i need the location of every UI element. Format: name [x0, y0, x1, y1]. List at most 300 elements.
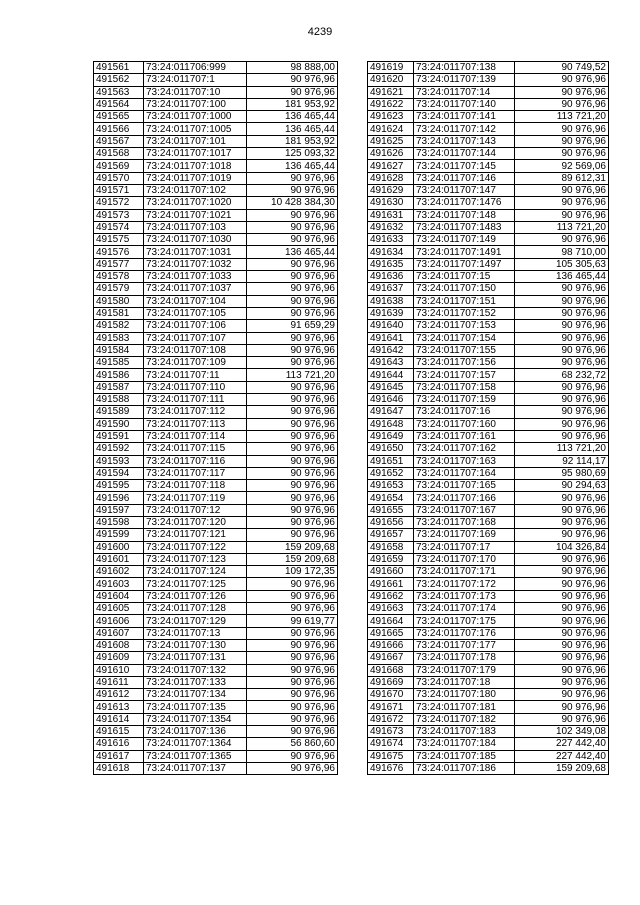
row-number-cell: 491583 [94, 332, 144, 344]
value-cell: 98 710,00 [515, 246, 609, 258]
cadastral-number-cell: 73:24:011707:166 [414, 492, 515, 504]
value-cell: 159 209,68 [247, 541, 338, 553]
cadastral-number-cell: 73:24:011707:156 [414, 357, 515, 369]
cadastral-number-cell: 73:24:011707:1354 [144, 713, 247, 725]
row-number-cell: 491606 [94, 615, 144, 627]
row-number-cell: 491631 [368, 209, 414, 221]
row-number-cell: 491634 [368, 246, 414, 258]
value-cell: 90 976,96 [515, 135, 609, 147]
value-cell: 227 442,40 [515, 750, 609, 762]
row-number-cell: 491596 [94, 492, 144, 504]
row-number-cell: 491612 [94, 689, 144, 701]
cadastral-number-cell: 73:24:011707:148 [414, 209, 515, 221]
value-cell: 90 976,96 [247, 726, 338, 738]
value-cell: 90 976,96 [247, 504, 338, 516]
row-number-cell: 491571 [94, 184, 144, 196]
value-cell: 90 976,96 [247, 455, 338, 467]
value-cell: 90 976,96 [515, 123, 609, 135]
row-number-cell: 491645 [368, 381, 414, 393]
cadastral-number-cell: 73:24:011707:179 [414, 664, 515, 676]
table-row [368, 320, 609, 332]
row-number-cell: 491600 [94, 541, 144, 553]
cadastral-number-cell: 73:24:011707:131 [144, 652, 247, 664]
row-number-cell: 491564 [94, 98, 144, 110]
table-row [94, 74, 338, 86]
value-cell: 181 953,92 [247, 135, 338, 147]
row-number-cell: 491580 [94, 295, 144, 307]
table-row [368, 344, 609, 356]
table-row [94, 98, 338, 110]
value-cell: 92 114,17 [515, 455, 609, 467]
row-number-cell: 491633 [368, 234, 414, 246]
row-number-cell: 491597 [94, 504, 144, 516]
table-row [368, 160, 609, 172]
table-row [94, 529, 338, 541]
left-register-table [93, 61, 338, 775]
value-cell: 90 976,96 [515, 504, 609, 516]
table-row [94, 689, 338, 701]
cadastral-number-cell: 73:24:011707:103 [144, 221, 247, 233]
table-row [368, 578, 609, 590]
cadastral-number-cell: 73:24:011707:115 [144, 443, 247, 455]
table-row [368, 332, 609, 344]
row-number-cell: 491569 [94, 160, 144, 172]
value-cell: 90 976,96 [515, 394, 609, 406]
table-row [368, 295, 609, 307]
value-cell: 90 976,96 [515, 627, 609, 639]
value-cell: 90 976,96 [247, 234, 338, 246]
table-row [94, 603, 338, 615]
cadastral-number-cell: 73:24:011707:175 [414, 615, 515, 627]
cadastral-number-cell: 73:24:011707:177 [414, 639, 515, 651]
table-row [94, 627, 338, 639]
table-row [94, 578, 338, 590]
row-number-cell: 491632 [368, 221, 414, 233]
row-number-cell: 491620 [368, 74, 414, 86]
value-cell: 90 976,96 [515, 209, 609, 221]
row-number-cell: 491668 [368, 664, 414, 676]
cadastral-number-cell: 73:24:011707:1020 [144, 197, 247, 209]
cadastral-number-cell: 73:24:011707:183 [414, 726, 515, 738]
table-row [368, 603, 609, 615]
table-row [368, 652, 609, 664]
table-row [368, 430, 609, 442]
row-number-cell: 491614 [94, 713, 144, 725]
cadastral-number-cell: 73:24:011707:157 [414, 369, 515, 381]
cadastral-number-cell: 73:24:011707:152 [414, 307, 515, 319]
value-cell: 90 976,96 [515, 307, 609, 319]
value-cell: 90 976,96 [515, 234, 609, 246]
table-row [368, 111, 609, 123]
row-number-cell: 491672 [368, 713, 414, 725]
table-row [94, 344, 338, 356]
value-cell: 104 326,84 [515, 541, 609, 553]
table-row [94, 62, 338, 74]
cadastral-number-cell: 73:24:011707:173 [414, 590, 515, 602]
value-cell: 90 976,96 [515, 320, 609, 332]
row-number-cell: 491566 [94, 123, 144, 135]
table-row [94, 738, 338, 750]
table-row [368, 455, 609, 467]
row-number-cell: 491671 [368, 701, 414, 713]
cadastral-number-cell: 73:24:011707:132 [144, 664, 247, 676]
row-number-cell: 491617 [94, 750, 144, 762]
value-cell: 90 976,96 [247, 381, 338, 393]
value-cell: 90 976,96 [515, 184, 609, 196]
row-number-cell: 491603 [94, 578, 144, 590]
table-row [368, 123, 609, 135]
table-row [368, 553, 609, 565]
row-number-cell: 491563 [94, 86, 144, 98]
row-number-cell: 491589 [94, 406, 144, 418]
row-number-cell: 491561 [94, 62, 144, 74]
table-row [94, 664, 338, 676]
cadastral-number-cell: 73:24:011707:104 [144, 295, 247, 307]
cadastral-number-cell: 73:24:011707:151 [414, 295, 515, 307]
value-cell: 90 749,52 [515, 62, 609, 74]
row-number-cell: 491578 [94, 271, 144, 283]
table-row [368, 504, 609, 516]
cadastral-number-cell: 73:24:011707:14 [414, 86, 515, 98]
cadastral-number-cell: 73:24:011707:184 [414, 738, 515, 750]
value-cell: 90 976,96 [515, 148, 609, 160]
table-row [94, 307, 338, 319]
value-cell: 90 294,63 [515, 480, 609, 492]
row-number-cell: 491644 [368, 369, 414, 381]
table-row [368, 148, 609, 160]
cadastral-number-cell: 73:24:011707:1365 [144, 750, 247, 762]
value-cell: 90 976,96 [247, 529, 338, 541]
cadastral-number-cell: 73:24:011707:101 [144, 135, 247, 147]
cadastral-number-cell: 73:24:011707:130 [144, 639, 247, 651]
value-cell: 90 976,96 [247, 406, 338, 418]
cadastral-number-cell: 73:24:011707:144 [414, 148, 515, 160]
row-number-cell: 491573 [94, 209, 144, 221]
cadastral-number-cell: 73:24:011707:17 [414, 541, 515, 553]
row-number-cell: 491635 [368, 258, 414, 270]
row-number-cell: 491574 [94, 221, 144, 233]
row-number-cell: 491649 [368, 430, 414, 442]
cadastral-number-cell: 73:24:011707:117 [144, 467, 247, 479]
row-number-cell: 491599 [94, 529, 144, 541]
row-number-cell: 491641 [368, 332, 414, 344]
row-number-cell: 491656 [368, 516, 414, 528]
row-number-cell: 491591 [94, 430, 144, 442]
table-row [94, 406, 338, 418]
row-number-cell: 491565 [94, 111, 144, 123]
value-cell: 90 976,96 [515, 516, 609, 528]
table-row [94, 111, 338, 123]
table-row [94, 504, 338, 516]
row-number-cell: 491602 [94, 566, 144, 578]
row-number-cell: 491619 [368, 62, 414, 74]
cadastral-number-cell: 73:24:011707:124 [144, 566, 247, 578]
value-cell: 90 976,96 [247, 443, 338, 455]
table-row [368, 62, 609, 74]
row-number-cell: 491626 [368, 148, 414, 160]
value-cell: 90 976,96 [515, 197, 609, 209]
value-cell: 90 976,96 [515, 676, 609, 688]
table-row [94, 516, 338, 528]
row-number-cell: 491638 [368, 295, 414, 307]
cadastral-number-cell: 73:24:011707:100 [144, 98, 247, 110]
value-cell: 159 209,68 [247, 553, 338, 565]
cadastral-number-cell: 73:24:011707:102 [144, 184, 247, 196]
value-cell: 90 976,96 [247, 221, 338, 233]
value-cell: 181 953,92 [247, 98, 338, 110]
cadastral-number-cell: 73:24:011707:158 [414, 381, 515, 393]
row-number-cell: 491666 [368, 639, 414, 651]
value-cell: 90 976,96 [247, 357, 338, 369]
cadastral-number-cell: 73:24:011707:162 [414, 443, 515, 455]
row-number-cell: 491595 [94, 480, 144, 492]
table-row [94, 184, 338, 196]
cadastral-number-cell: 73:24:011707:1037 [144, 283, 247, 295]
table-row [94, 86, 338, 98]
table-row [94, 148, 338, 160]
row-number-cell: 491588 [94, 394, 144, 406]
cadastral-number-cell: 73:24:011707:180 [414, 689, 515, 701]
cadastral-number-cell: 73:24:011707:137 [144, 762, 247, 774]
row-number-cell: 491581 [94, 307, 144, 319]
cadastral-number-cell: 73:24:011707:112 [144, 406, 247, 418]
cadastral-number-cell: 73:24:011707:149 [414, 234, 515, 246]
value-cell: 90 976,96 [515, 529, 609, 541]
row-number-cell: 491601 [94, 553, 144, 565]
cadastral-number-cell: 73:24:011706:999 [144, 62, 247, 74]
row-number-cell: 491579 [94, 283, 144, 295]
row-number-cell: 491592 [94, 443, 144, 455]
table-row [368, 467, 609, 479]
table-row [368, 307, 609, 319]
cadastral-number-cell: 73:24:011707:1030 [144, 234, 247, 246]
cadastral-number-cell: 73:24:011707:160 [414, 418, 515, 430]
value-cell: 90 976,96 [515, 713, 609, 725]
table-row [94, 246, 338, 258]
right-table-body [368, 62, 609, 775]
value-cell: 98 888,00 [247, 62, 338, 74]
value-cell: 90 976,96 [247, 676, 338, 688]
table-row [368, 750, 609, 762]
value-cell: 90 976,96 [515, 578, 609, 590]
value-cell: 90 976,96 [515, 430, 609, 442]
cadastral-number-cell: 73:24:011707:178 [414, 652, 515, 664]
row-number-cell: 491640 [368, 320, 414, 332]
row-number-cell: 491562 [94, 74, 144, 86]
table-row [368, 74, 609, 86]
table-row [368, 86, 609, 98]
value-cell: 90 976,96 [247, 492, 338, 504]
cadastral-number-cell: 73:24:011707:128 [144, 603, 247, 615]
table-row [94, 701, 338, 713]
value-cell: 136 465,44 [247, 111, 338, 123]
row-number-cell: 491661 [368, 578, 414, 590]
row-number-cell: 491670 [368, 689, 414, 701]
row-number-cell: 491652 [368, 467, 414, 479]
value-cell: 90 976,96 [247, 394, 338, 406]
row-number-cell: 491630 [368, 197, 414, 209]
value-cell: 90 976,96 [247, 762, 338, 774]
row-number-cell: 491659 [368, 553, 414, 565]
table-row [368, 480, 609, 492]
value-cell: 90 976,96 [247, 639, 338, 651]
table-row [368, 369, 609, 381]
cadastral-number-cell: 73:24:011707:154 [414, 332, 515, 344]
value-cell: 90 976,96 [515, 418, 609, 430]
row-number-cell: 491658 [368, 541, 414, 553]
cadastral-number-cell: 73:24:011707:118 [144, 480, 247, 492]
value-cell: 90 976,96 [515, 566, 609, 578]
table-row [368, 184, 609, 196]
value-cell: 227 442,40 [515, 738, 609, 750]
cadastral-number-cell: 73:24:011707:176 [414, 627, 515, 639]
table-row [94, 197, 338, 209]
value-cell: 136 465,44 [247, 123, 338, 135]
cadastral-number-cell: 73:24:011707:126 [144, 590, 247, 602]
cadastral-number-cell: 73:24:011707:12 [144, 504, 247, 516]
table-row [368, 197, 609, 209]
row-number-cell: 491586 [94, 369, 144, 381]
value-cell: 90 976,96 [247, 332, 338, 344]
value-cell: 90 976,96 [515, 406, 609, 418]
table-row [94, 676, 338, 688]
cadastral-number-cell: 73:24:011707:120 [144, 516, 247, 528]
value-cell: 90 976,96 [515, 615, 609, 627]
table-row [94, 271, 338, 283]
cadastral-number-cell: 73:24:011707:129 [144, 615, 247, 627]
value-cell: 90 976,96 [247, 467, 338, 479]
table-row [94, 455, 338, 467]
cadastral-number-cell: 73:24:011707:1032 [144, 258, 247, 270]
cadastral-number-cell: 73:24:011707:182 [414, 713, 515, 725]
value-cell: 90 976,96 [515, 332, 609, 344]
table-row [368, 209, 609, 221]
cadastral-number-cell: 73:24:011707:142 [414, 123, 515, 135]
cadastral-number-cell: 73:24:011707:140 [414, 98, 515, 110]
table-row [368, 566, 609, 578]
row-number-cell: 491646 [368, 394, 414, 406]
row-number-cell: 491651 [368, 455, 414, 467]
table-row [368, 541, 609, 553]
table-row [368, 394, 609, 406]
cadastral-number-cell: 73:24:011707:1491 [414, 246, 515, 258]
cadastral-number-cell: 73:24:011707:164 [414, 467, 515, 479]
cadastral-number-cell: 73:24:011707:134 [144, 689, 247, 701]
value-cell: 90 976,96 [247, 750, 338, 762]
table-row [94, 283, 338, 295]
value-cell: 90 976,96 [247, 86, 338, 98]
cadastral-number-cell: 73:24:011707:181 [414, 701, 515, 713]
table-row [94, 258, 338, 270]
value-cell: 90 976,96 [515, 86, 609, 98]
cadastral-number-cell: 73:24:011707:105 [144, 307, 247, 319]
value-cell: 90 976,96 [515, 295, 609, 307]
table-row [368, 135, 609, 147]
row-number-cell: 491609 [94, 652, 144, 664]
cadastral-number-cell: 73:24:011707:1483 [414, 221, 515, 233]
row-number-cell: 491622 [368, 98, 414, 110]
table-row [94, 172, 338, 184]
value-cell: 109 172,35 [247, 566, 338, 578]
cadastral-number-cell: 73:24:011707:185 [414, 750, 515, 762]
table-row [94, 553, 338, 565]
row-number-cell: 491623 [368, 111, 414, 123]
table-row [94, 160, 338, 172]
row-number-cell: 491648 [368, 418, 414, 430]
value-cell: 90 976,96 [515, 344, 609, 356]
value-cell: 90 976,96 [515, 98, 609, 110]
cadastral-number-cell: 73:24:011707:136 [144, 726, 247, 738]
value-cell: 90 976,96 [247, 480, 338, 492]
table-row [94, 320, 338, 332]
table-row [368, 689, 609, 701]
row-number-cell: 491642 [368, 344, 414, 356]
table-row [94, 123, 338, 135]
table-row [94, 541, 338, 553]
cadastral-number-cell: 73:24:011707:135 [144, 701, 247, 713]
row-number-cell: 491577 [94, 258, 144, 270]
row-number-cell: 491654 [368, 492, 414, 504]
table-row [368, 713, 609, 725]
table-row [94, 418, 338, 430]
value-cell: 68 232,72 [515, 369, 609, 381]
cadastral-number-cell: 73:24:011707:109 [144, 357, 247, 369]
value-cell: 92 569,06 [515, 160, 609, 172]
value-cell: 136 465,44 [247, 160, 338, 172]
row-number-cell: 491576 [94, 246, 144, 258]
cadastral-number-cell: 73:24:011707:138 [414, 62, 515, 74]
row-number-cell: 491610 [94, 664, 144, 676]
value-cell: 90 976,96 [515, 639, 609, 651]
table-row [94, 590, 338, 602]
value-cell: 90 976,96 [515, 74, 609, 86]
value-cell: 90 976,96 [515, 492, 609, 504]
table-row [94, 295, 338, 307]
cadastral-number-cell: 73:24:011707:174 [414, 603, 515, 615]
row-number-cell: 491663 [368, 603, 414, 615]
table-row [368, 418, 609, 430]
row-number-cell: 491587 [94, 381, 144, 393]
cadastral-number-cell: 73:24:011707:1021 [144, 209, 247, 221]
table-row [368, 726, 609, 738]
row-number-cell: 491593 [94, 455, 144, 467]
cadastral-number-cell: 73:24:011707:155 [414, 344, 515, 356]
value-cell: 125 093,32 [247, 148, 338, 160]
value-cell: 159 209,68 [515, 762, 609, 774]
cadastral-number-cell: 73:24:011707:125 [144, 578, 247, 590]
value-cell: 90 976,96 [247, 701, 338, 713]
cadastral-number-cell: 73:24:011707:146 [414, 172, 515, 184]
row-number-cell: 491629 [368, 184, 414, 196]
cadastral-number-cell: 73:24:011707:1017 [144, 148, 247, 160]
row-number-cell: 491618 [94, 762, 144, 774]
cadastral-number-cell: 73:24:011707:106 [144, 320, 247, 332]
table-row [94, 381, 338, 393]
cadastral-number-cell: 73:24:011707:1019 [144, 172, 247, 184]
row-number-cell: 491669 [368, 676, 414, 688]
value-cell: 90 976,96 [247, 283, 338, 295]
value-cell: 90 976,96 [247, 271, 338, 283]
cadastral-number-cell: 73:24:011707:143 [414, 135, 515, 147]
row-number-cell: 491585 [94, 357, 144, 369]
row-number-cell: 491598 [94, 516, 144, 528]
table-row [368, 516, 609, 528]
table-row [368, 529, 609, 541]
table-row [94, 492, 338, 504]
cadastral-number-cell: 73:24:011707:153 [414, 320, 515, 332]
table-row [368, 172, 609, 184]
table-row [368, 234, 609, 246]
